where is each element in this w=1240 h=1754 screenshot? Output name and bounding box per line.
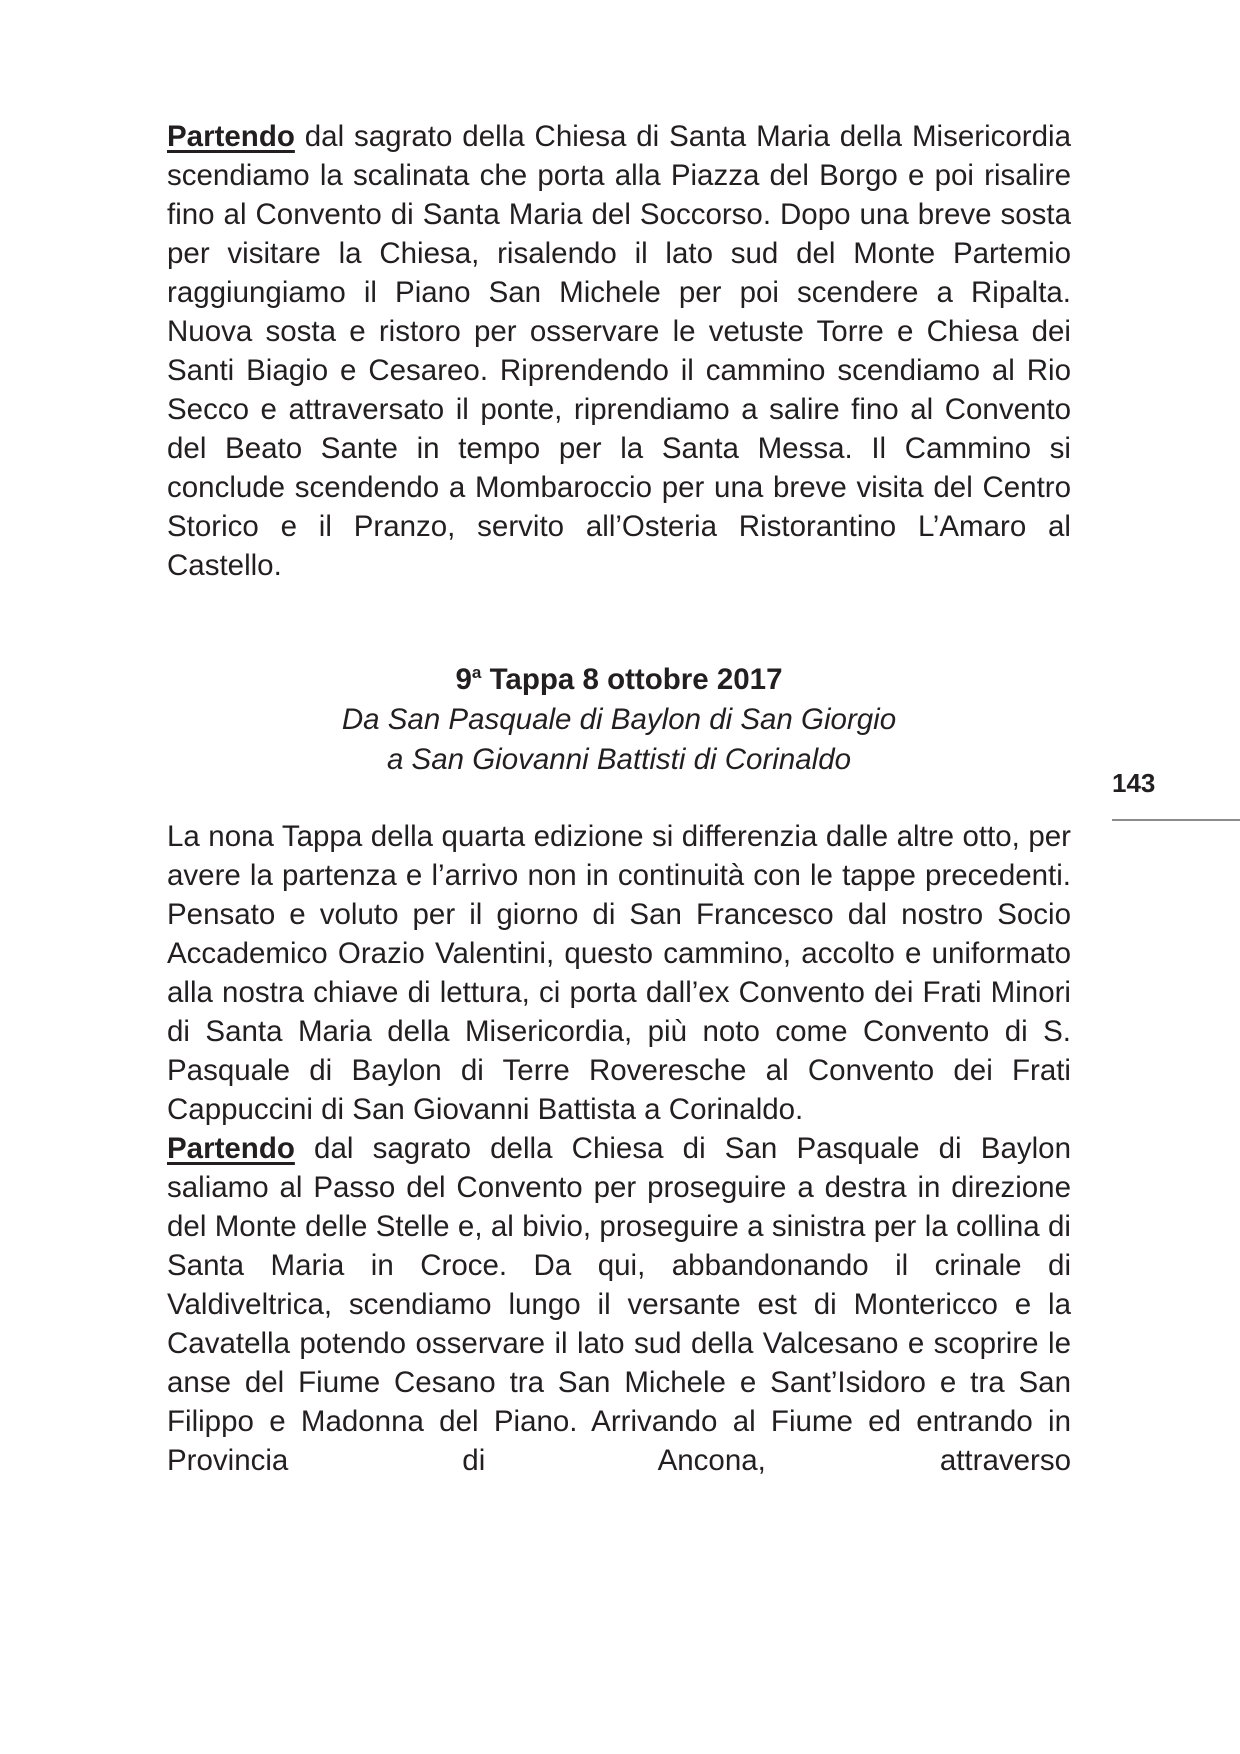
lead-word: Partendo (167, 120, 295, 153)
stage-title (167, 660, 1071, 700)
stage-subtitle-line-1: Da San Pasquale di Baylon di San Giorgio (341, 703, 897, 736)
paragraph-text: dal sagrato della Chiesa di San Pasquale di Baylon saliamo al Passo del Convento per proseguire a destra in direzione del Monte delle Stelle e, al bivio, proseguire a sinistra per la collina di Santa Maria in Croce. Da qui, abbandonando il crinale di Valdiveltrica, scendiamo lungo il versante est di Montericco e la Cavatella potendo osservare il lato sud della Valcesano e scoprire le anse del Fiume Cesano tra San Michele e Sant’Isidoro e tra San Filippo e Madonna del Piano. Arrivando al Fiume ed entrando in Provincia di Ancona, attraverso (167, 1132, 1071, 1477)
stage-ordinal: a (471, 663, 482, 682)
stage-title-text: Tappa 8 ottobre 2017 (481, 663, 783, 696)
lead-word: Partendo (167, 1132, 295, 1165)
page-number: 143 (1112, 768, 1156, 798)
page-number-rule (1112, 819, 1240, 821)
stage-number: 9 (455, 663, 472, 696)
stage-body (167, 817, 1071, 1480)
previous-stage-paragraph (167, 117, 1071, 585)
paragraph-text: dal sagrato della Chiesa di Santa Maria della Misericordia scendiamo la scalinata che porta alla Piazza del Borgo e poi risalire fino al Convento di Santa Maria del Soccorso. Dopo una breve sosta per visitare la Chiesa, risalendo il lato sud del Monte Partemio raggiungiamo il Piano San Michele per poi scendere a Ripalta. Nuova sosta e ristoro per osservare le vetuste Torre e Chiesa dei Santi Biagio e Cesareo. Riprendendo il cammino scendiamo al Rio Secco e attraversato il ponte, riprendiamo a salire fino al Convento del Beato Sante in tempo per la Santa Messa. Il Cammino si conclude scendendo a Mombaroccio per una breve visita del Centro Storico e il Pranzo, servito all’Osteria Ristorantino L’Amaro al Castello. (167, 120, 1071, 582)
stage-route-paragraph (167, 1129, 1071, 1480)
stage-subtitle-line-2: a San Giovanni Battisti di Corinaldo (386, 743, 852, 776)
stage-intro-paragraph: La nona Tappa della quarta edizione si differenzia dalle altre otto, per avere la partenza e l’arrivo non in continuità con le tappe precedenti. Pensato e voluto per il giorno di San Francesco dal nostro Socio Accademico Orazio Valentini, questo cammino, accolto e uniformato alla nostra chiave di lettura, ci porta dall’ex Convento dei Frati Minori di Santa Maria della Misericordia, più noto come Convento di S. Pasquale di Baylon di Terre Roveresche al Convento dei Frati Cappuccini di San Giovanni Battista a Corinaldo. (167, 820, 1071, 1126)
paragraph (167, 117, 1071, 585)
